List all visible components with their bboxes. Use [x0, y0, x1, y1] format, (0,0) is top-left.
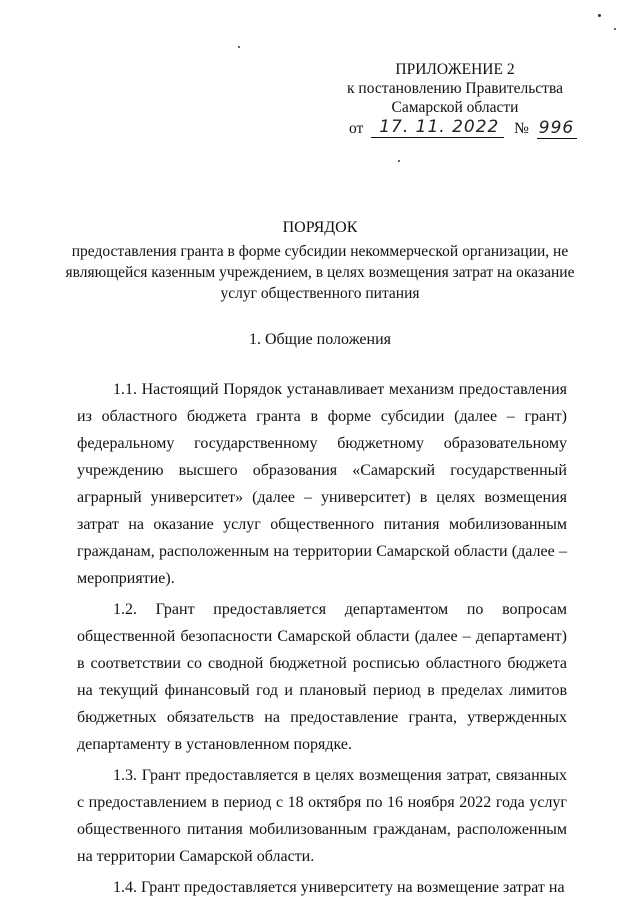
scan-speck	[614, 28, 616, 30]
title-block	[60, 218, 580, 304]
document-subtitle: предоставления гранта в форме субсидии некоммерческой организации, не являющейся казенным учреждением, в целях возмещения затрат на оказание услуг общественного питания	[65, 243, 575, 302]
scan-speck	[598, 14, 601, 17]
approval-title: ПРИЛОЖЕНИЕ 2	[395, 61, 515, 78]
approval-date-row	[349, 118, 577, 139]
document-title: ПОРЯДОК	[282, 219, 358, 236]
paragraph-1-4: 1.4. Грант предоставляется университету на возмещение затрат на	[113, 879, 565, 896]
approval-line-region: Самарской области	[391, 99, 519, 116]
approval-line-decree: к постановлению Правительства	[347, 80, 563, 97]
date-prefix: от	[349, 120, 364, 137]
paragraph-1-2: 1.2. Грант предоставляется департаментом по вопросам общественной безопасности Самарской области (далее – департамент) в соответствии со сводной бюджетной росписью областного бюджета на текущий финансовый год и плановый период в пределах лимитов бюджетных обязательств на предоставление гранта, утвержденных департаменту в установленном порядке.	[77, 601, 567, 753]
paragraph-1-3: 1.3. Грант предоставляется в целях возмещения затрат, связанных с предоставлением в период с 18 октября по 16 ноября 2022 года услуг общественного питания мобилизованным гражданам, расположенным на территории Самарской области.	[77, 767, 567, 865]
approval-block	[330, 60, 580, 117]
paragraph-1-1: 1.1. Настоящий Порядок устанавливает механизм предоставления из областного бюджета гранта в форме субсидии (далее – грант) федеральному государственному бюджетному образовательному учреждению высшего образования «Самарский государственный аграрный университет» (далее – университет) в целях возмещения затрат на оказание услуг общественного питания мобилизованным гражданам, расположенным на территории Самарской области (далее – мероприятие).	[77, 381, 567, 587]
section-heading: 1. Общие положения	[248, 331, 392, 348]
body-text	[77, 376, 567, 905]
scan-speck	[238, 46, 240, 48]
handwritten-date: 17. 11. 2022	[371, 117, 504, 138]
handwritten-number: 996	[537, 118, 577, 139]
number-prefix: №	[514, 120, 529, 137]
scan-speck	[398, 160, 400, 162]
